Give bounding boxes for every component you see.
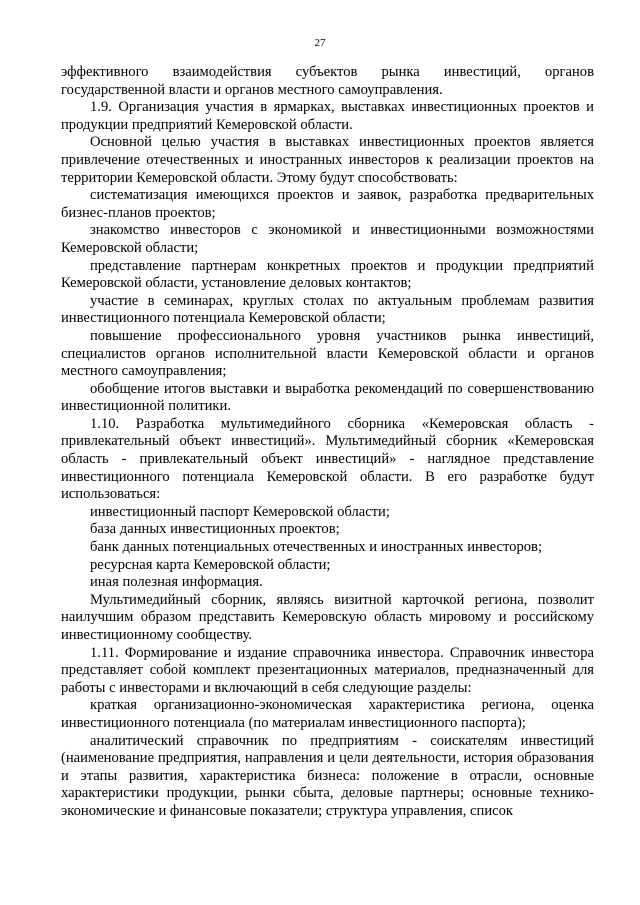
- paragraph: Основной целью участия в выставках инвестиционных проектов является привлечение отечественных и иностранных инвесторов к реализации проектов на территории Кемеровской области. Этому будут способствовать:: [61, 134, 594, 186]
- section-heading-1-9: 1.9. Организация участия в ярмарках, выставках инвестиционных проектов и продукции предприятий Кемеровской области.: [61, 99, 594, 133]
- paragraph: эффективного взаимодействия субъектов рынка инвестиций, органов государственной власти и органов местного самоуправления.: [61, 64, 594, 98]
- list-item: база данных инвестиционных проектов;: [90, 521, 340, 538]
- list-item: инвестиционный паспорт Кемеровской области;: [90, 503, 390, 520]
- list-item: повышение профессионального уровня участников рынка инвестиций, специалистов органов исполнительной власти Кемеровской области и органов местного самоуправления;: [61, 327, 594, 380]
- document-body: [61, 64, 594, 821]
- list-item: банк данных потенциальных отечественных и иностранных инвесторов;: [90, 539, 542, 556]
- list-item: ресурсная карта Кемеровской области;: [90, 556, 331, 573]
- list-item: участие в семинарах, круглых столах по актуальным проблемам развития инвестиционного потенциала Кемеровской области;: [61, 292, 594, 327]
- list-item: представление партнерам конкретных проектов и продукции предприятий Кемеровской области, установление деловых контактов;: [61, 257, 594, 292]
- list-item: иная полезная информация.: [90, 574, 263, 591]
- list-item: краткая организационно-экономическая характеристика региона, оценка инвестиционного потенциала (по материалам инвестиционного паспорта);: [61, 697, 594, 731]
- list-item: систематизация имеющихся проектов и заявок, разработка предварительных бизнес-планов проектов;: [61, 187, 594, 221]
- list-item: знакомство инвесторов с экономикой и инвестиционными возможностями Кемеровской области;: [61, 222, 594, 256]
- paragraph: Мультимедийный сборник, являясь визитной карточкой региона, позволит наилучшим образом представить Кемеровскую область мировому и российскому инвестиционному сообществу.: [61, 591, 594, 643]
- section-heading-1-11: 1.11. Формирование и издание справочника инвестора. Справочник инвестора представляет собой комплект презентационных материалов, предназначенный для работы с инвесторами и включающий в себя следующие разделы:: [61, 644, 594, 696]
- section-heading-1-10: 1.10. Разработка мультимедийного сборника «Кемеровская область - привлекательный объект инвестиций». Мультимедийный сборник «Кемеровская область - привлекательный объект инвестиций» - наглядное представление инвестиционного потенциала Кемеровской области. В его разработке будут использоваться:: [61, 415, 594, 503]
- page-number: 27: [314, 37, 326, 49]
- list-item: аналитический справочник по предприятиям - соискателям инвестиций (наименование предприятия, направления и цели деятельности, история образования и этапы развития, характеристика бизнеса: положение в отрасли, основные характеристики продукции, рынки сбыта, деловые партнеры; основные технико-экономические и финансовые показатели; структура управления, список: [61, 732, 594, 819]
- list-item: обобщение итогов выставки и выработка рекомендаций по совершенствованию инвестиционной политики.: [61, 380, 594, 415]
